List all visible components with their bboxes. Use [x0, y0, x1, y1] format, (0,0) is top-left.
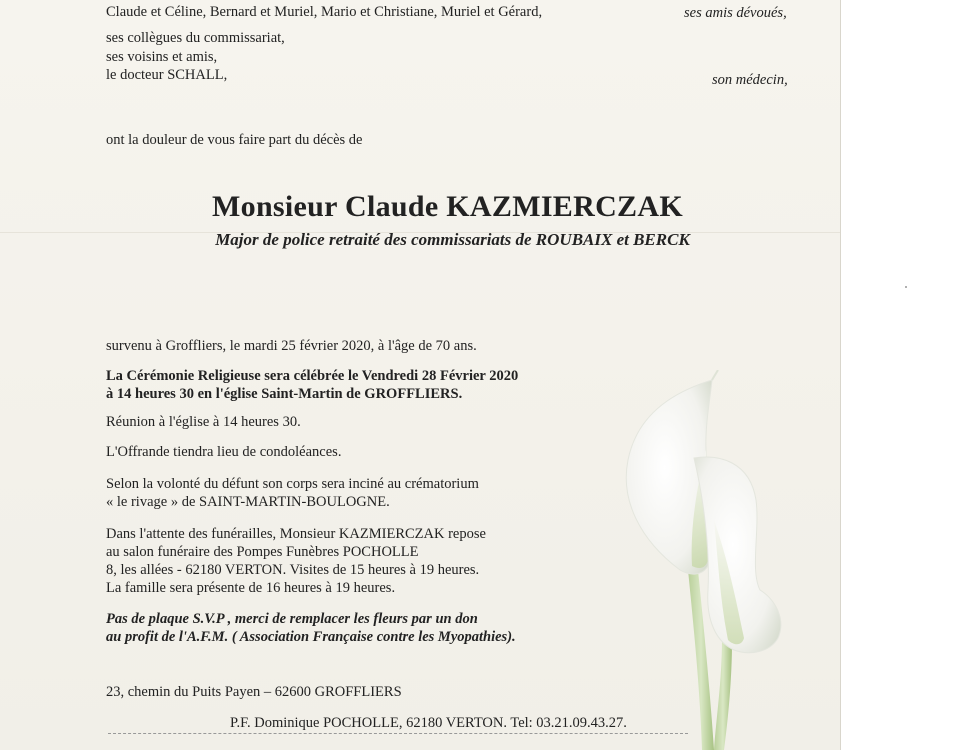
funeral-line-3: 8, les allées - 62180 VERTON. Visites de 15 heures à 19 heures.	[106, 562, 480, 578]
doctor-role: son médecin,	[712, 72, 788, 88]
cremation-line-2: « le rivage » de SAINT-MARTIN-BOULOGNE.	[106, 494, 390, 510]
flowers-line-2: au profit de l'A.F.M. ( Association Française contre les Myopathies).	[106, 629, 516, 645]
ceremony-line-2: à 14 heures 30 en l'église Saint-Martin de GROFFLIERS.	[106, 386, 463, 402]
colleagues-line: ses collègues du commissariat,	[106, 30, 285, 46]
family-address: 23, chemin du Puits Payen – 62600 GROFFLIERS	[106, 684, 402, 700]
calla-lily-icon	[610, 370, 810, 750]
doctor-line: le docteur SCHALL,	[106, 67, 228, 83]
friends-role: ses amis dévoués,	[684, 5, 787, 21]
funeral-line-2: au salon funéraire des Pompes Funèbres POCHOLLE	[106, 544, 419, 560]
funeral-home-footer: P.F. Dominique POCHOLLE, 62180 VERTON. Tel: 03.21.09.43.27.	[230, 715, 627, 731]
cremation-line-1: Selon la volonté du défunt son corps sera inciné au crématorium	[106, 476, 479, 492]
deceased-name: Monsieur Claude KAZMIERCZAK	[212, 190, 683, 223]
deceased-title: Major de police retraité des commissariats de ROUBAIX et BERCK	[215, 230, 690, 249]
announcement-intro: ont la douleur de vous faire part du décès de	[106, 132, 363, 148]
ceremony-line-1: La Cérémonie Religieuse sera célébrée le Vendredi 28 Février 2020	[106, 368, 519, 384]
death-notice: survenu à Groffliers, le mardi 25 février 2020, à l'âge de 70 ans.	[106, 338, 477, 354]
meeting-line: Réunion à l'église à 14 heures 30.	[106, 414, 301, 430]
neighbours-line: ses voisins et amis,	[106, 49, 218, 65]
scan-speck	[905, 286, 907, 288]
offering-line: L'Offrande tiendra lieu de condoléances.	[106, 444, 342, 460]
funeral-line-4: La famille sera présente de 16 heures à 19 heures.	[106, 580, 396, 596]
flowers-line-1: Pas de plaque S.V.P , merci de remplacer les fleurs par un don	[106, 611, 478, 627]
footer-divider	[108, 733, 688, 734]
funeral-line-1: Dans l'attente des funérailles, Monsieur KAZMIERCZAK repose	[106, 526, 486, 542]
family-names: Claude et Céline, Bernard et Muriel, Mario et Christiane, Muriel et Gérard,	[106, 4, 543, 20]
